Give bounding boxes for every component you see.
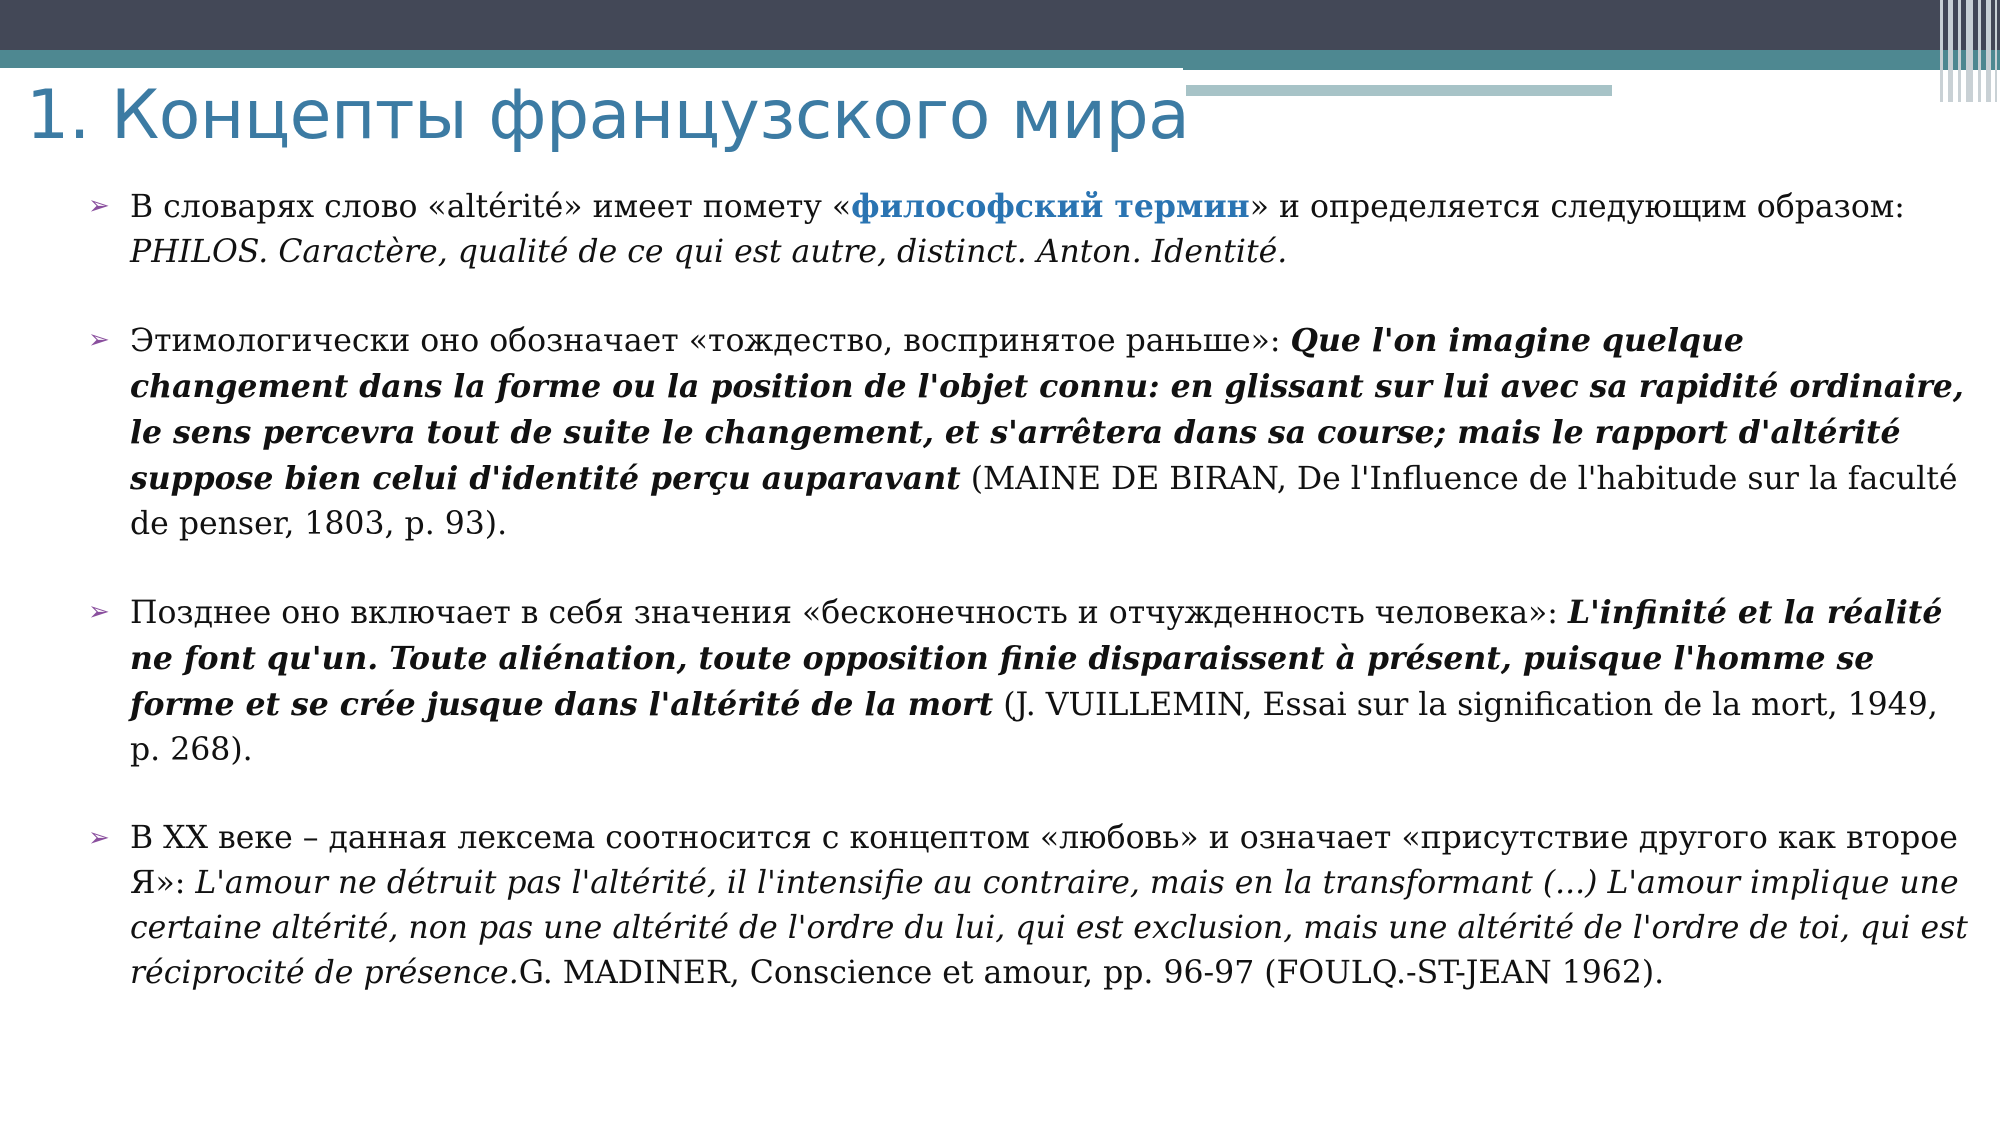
- bullet-item: [88, 816, 1968, 996]
- arrow-bullet-icon: ➢: [88, 325, 110, 355]
- header-divider-line: [0, 68, 1183, 74]
- bullet-list: [88, 184, 1968, 1039]
- quote-text: Que l'on imagine quelque changement dans la forme ou la position de l'objet connu: en glissant sur lui avec sa rapidité ordinaire, le sens percevra tout de suite le changement, et s'arrêtera dans sa course; mais le rapport d'altérité suppose bien celui d'identité perçu auparavant: [130, 322, 1964, 497]
- source-citation: G. MADINER, Conscience et amour, pp. 96-97 (FOULQ.-ST-JEAN 1962).: [518, 955, 1665, 991]
- header-thin-line-2: [1612, 86, 1856, 96]
- slide-title: 1. Концепты французского мира: [26, 76, 1190, 155]
- bullet-item: [88, 318, 1968, 547]
- header-thin-line: [1186, 81, 1856, 85]
- header-accent-band: [0, 50, 2000, 70]
- bullet-text: В XX веке – данная лексема соотносится с концептом «любовь» и означает «присутствие другого как второе Я»:: [130, 820, 1958, 901]
- bullet-text: В словарях слово «altérité» имеет помету «: [130, 189, 852, 225]
- source-citation: (MAINE DE BIRAN, De l'Influence de l'habitude sur la faculté de penser, 1803, p. 93).: [130, 461, 1958, 542]
- term-highlight: философский термин: [851, 188, 1250, 225]
- source-citation: (J. VUILLEMIN, Essai sur la signification de la mort, 1949, p. 268).: [130, 687, 1938, 768]
- quote-text: L'amour ne détruit pas l'altérité, il l'intensifie au contraire, mais en la transformant (...) L'amour implique une certaine altérité, non pas une altérité de l'ordre du lui, qui est exclusion, mais une altérité de l'ordre de toi, qui est réciprocité de présence.: [130, 865, 1968, 991]
- header-bar: [0, 0, 2000, 50]
- quote-text: L'infinité et la réalité ne font qu'un. Toute aliénation, toute opposition finie disparaissent à présent, puisque l'homme se forme et se crée jusque dans l'altérité de la mort: [130, 594, 1943, 723]
- bullet-text: Позднее оно включает в себя значения «бесконечность и отчужденность человека»:: [130, 595, 1568, 631]
- arrow-bullet-icon: ➢: [88, 191, 110, 221]
- arrow-bullet-icon: ➢: [88, 823, 110, 853]
- bullet-item: [88, 590, 1968, 773]
- arrow-bullet-icon: ➢: [88, 597, 110, 627]
- bullet-text: Этимологически оно обозначает «тождество, воспринятое раньше»:: [130, 323, 1291, 359]
- definition-text: PHILOS. Caractère, qualité de ce qui est autre, distinct. Anton. Identité.: [130, 234, 1288, 270]
- bullet-text: » и определяется следующим образом:: [1249, 189, 1905, 225]
- bullet-item: [88, 184, 1968, 275]
- corner-stripes-decoration: [1936, 0, 2000, 102]
